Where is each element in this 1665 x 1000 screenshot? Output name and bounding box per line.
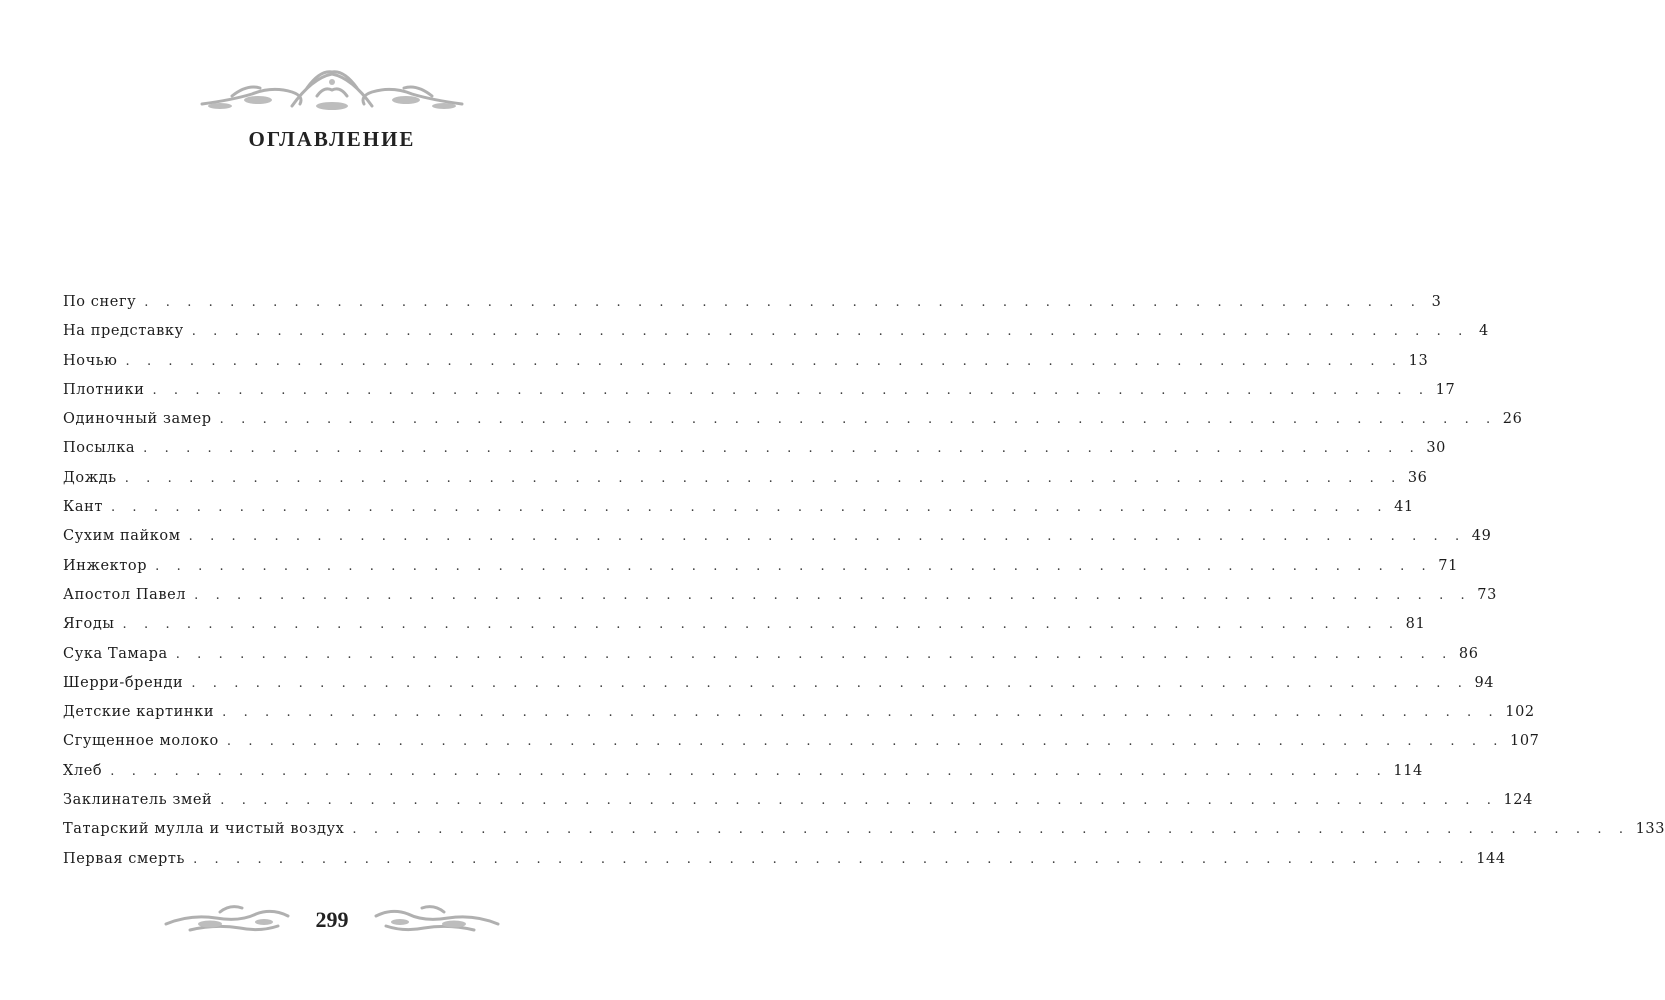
toc-entry-title: По снегу — [63, 294, 137, 310]
toc-entry-title: Татарский мулла и чистый воздух — [63, 821, 345, 838]
toc-entry-title: Апостол Павел — [63, 586, 187, 603]
toc-entry — [63, 440, 1446, 469]
dot-leader: . . . . . . . . . . . . . . . . . . . . . . . . . . . . . . . . . . . . . . . . . . . . . . . . . . . . . . . . . . . . — [155, 558, 1433, 574]
toc-entry-title: Инжектор — [63, 557, 148, 574]
toc-entry — [63, 294, 1442, 323]
toc-entry-page: 36 — [1407, 469, 1428, 486]
dot-leader: . . . . . . . . . . . . . . . . . . . . . . . . . . . . . . . . . . . . . . . . . . . . . . . . . . . . . . . . . . . . — [193, 851, 1471, 867]
dot-leader: . . . . . . . . . . . . . . . . . . . . . . . . . . . . . . . . . . . . . . . . . . . . . . . . . . . . . . . . . . . . — [143, 441, 1421, 457]
dot-leader: . . . . . . . . . . . . . . . . . . . . . . . . . . . . . . . . . . . . . . . . . . . . . . . . . . . . . . . . . . . . — [352, 822, 1630, 838]
top-ornament-icon — [192, 66, 472, 116]
toc-entry — [63, 323, 1489, 352]
dot-leader: . . . . . . . . . . . . . . . . . . . . . . . . . . . . . . . . . . . . . . . . . . . . . . . . . . . . . . . . . . . . — [191, 324, 1469, 340]
toc-entry-title: Сгущенное молоко — [63, 733, 219, 750]
toc-entry-page: 102 — [1505, 704, 1535, 721]
dot-leader: . . . . . . . . . . . . . . . . . . . . . . . . . . . . . . . . . . . . . . . . . . . . . . . . . . . . . . . . . . . . — [152, 382, 1430, 398]
dot-leader: . . . . . . . . . . . . . . . . . . . . . . . . . . . . . . . . . . . . . . . . . . . . . . . . . . . . . . . . . . . . — [124, 470, 1402, 486]
toc-entry-title: Детские картинки — [63, 704, 215, 721]
toc-entry-title: Дождь — [63, 469, 117, 486]
toc-entry — [63, 645, 1479, 675]
table-of-contents — [63, 294, 1665, 880]
toc-entry-page: 144 — [1476, 850, 1506, 867]
toc-entry-page: 114 — [1393, 762, 1423, 779]
toc-entry-page: 4 — [1479, 323, 1489, 340]
dot-leader: . . . . . . . . . . . . . . . . . . . . . . . . . . . . . . . . . . . . . . . . . . . . . . . . . . . . . . . . . . . . — [110, 763, 1388, 779]
dot-leader: . . . . . . . . . . . . . . . . . . . . . . . . . . . . . . . . . . . . . . . . . . . . . . . . . . . . . . . . . . . . — [194, 587, 1472, 603]
toc-entry-title: Ягоды — [63, 616, 115, 633]
dot-leader: . . . . . . . . . . . . . . . . . . . . . . . . . . . . . . . . . . . . . . . . . . . . . . . . . . . . . . . . . . . . — [144, 295, 1422, 310]
toc-entry-page: 30 — [1426, 440, 1446, 457]
toc-entry — [63, 381, 1456, 411]
dot-leader: . . . . . . . . . . . . . . . . . . . . . . . . . . . . . . . . . . . . . . . . . . . . . . . . . . . . . . . . . . . . — [226, 734, 1505, 750]
toc-entry — [63, 499, 1414, 528]
toc-entry — [63, 469, 1428, 499]
toc-entry-title: Кант — [63, 499, 103, 516]
toc-entry — [63, 850, 1506, 880]
toc-entry — [63, 528, 1492, 557]
dot-leader: . . . . . . . . . . . . . . . . . . . . . . . . . . . . . . . . . . . . . . . . . . . . . . . . . . . . . . . . . . . . — [110, 500, 1389, 516]
toc-entry-title: Ночью — [63, 352, 118, 369]
toc-entry — [63, 586, 1497, 616]
toc-entry-title: На представку — [63, 323, 184, 340]
toc-entry-title: Шерри-бренди — [63, 674, 184, 691]
dot-leader: . . . . . . . . . . . . . . . . . . . . . . . . . . . . . . . . . . . . . . . . . . . . . . . . . . . . . . . . . . . . — [122, 617, 1400, 633]
toc-entry-title: Хлеб — [63, 762, 103, 779]
toc-entry-page: 94 — [1474, 674, 1495, 691]
toc-entry — [63, 674, 1495, 704]
dot-leader: . . . . . . . . . . . . . . . . . . . . . . . . . . . . . . . . . . . . . . . . . . . . . . . . . . . . . . . . . . . . — [125, 353, 1403, 369]
toc-entry-page: 13 — [1408, 352, 1429, 369]
toc-entry-title: Плотники — [63, 381, 145, 398]
toc-entry-page: 17 — [1435, 381, 1456, 398]
toc-entry-page: 133 — [1635, 821, 1665, 838]
toc-entry-page: 3 — [1431, 294, 1442, 310]
toc-entry-title: Посылка — [63, 440, 136, 457]
toc-entry-page: 26 — [1502, 411, 1523, 428]
toc-entry — [63, 733, 1540, 762]
toc-entry-title: Сука Тамара — [63, 645, 168, 662]
dot-leader: . . . . . . . . . . . . . . . . . . . . . . . . . . . . . . . . . . . . . . . . . . . . . . . . . . . . . . . . . . . . — [175, 646, 1453, 662]
toc-entry-page: 81 — [1405, 616, 1426, 633]
page-title: ОГЛАВЛЕНИЕ — [248, 127, 416, 151]
page-number: 299 — [315, 907, 349, 932]
toc-entry-page: 41 — [1394, 499, 1414, 516]
toc-entry — [63, 704, 1535, 733]
toc-entry-title: Заклинатель змей — [63, 792, 213, 809]
toc-entry-page: 86 — [1458, 645, 1479, 662]
dot-leader: . . . . . . . . . . . . . . . . . . . . . . . . . . . . . . . . . . . . . . . . . . . . . . . . . . . . . . . . . . . . — [220, 793, 1498, 809]
toc-entry-page: 71 — [1438, 557, 1458, 574]
dot-leader: . . . . . . . . . . . . . . . . . . . . . . . . . . . . . . . . . . . . . . . . . . . . . . . . . . . . . . . . . . . . — [188, 529, 1466, 545]
dot-leader: . . . . . . . . . . . . . . . . . . . . . . . . . . . . . . . . . . . . . . . . . . . . . . . . . . . . . . . . . . . . — [191, 675, 1469, 691]
toc-entry — [63, 792, 1533, 821]
toc-entry-page: 49 — [1471, 528, 1492, 545]
dot-leader: . . . . . . . . . . . . . . . . . . . . . . . . . . . . . . . . . . . . . . . . . . . . . . . . . . . . . . . . . . . . — [219, 412, 1497, 428]
toc-entry-page: 73 — [1477, 586, 1497, 603]
toc-entry — [63, 352, 1429, 382]
toc-entry-page: 124 — [1503, 792, 1533, 809]
toc-entry-page: 107 — [1510, 733, 1540, 750]
toc-entry — [63, 557, 1458, 587]
toc-entry-title: Сухим пайком — [63, 528, 181, 545]
toc-entry — [63, 411, 1523, 440]
toc-entry — [63, 616, 1426, 645]
toc-entry — [63, 762, 1423, 792]
toc-entry-title: Первая смерть — [63, 850, 186, 867]
toc-entry — [63, 821, 1665, 850]
toc-entry-title: Одиночный замер — [63, 411, 212, 428]
dot-leader: . . . . . . . . . . . . . . . . . . . . . . . . . . . . . . . . . . . . . . . . . . . . . . . . . . . . . . . . . . . . — [222, 705, 1500, 721]
